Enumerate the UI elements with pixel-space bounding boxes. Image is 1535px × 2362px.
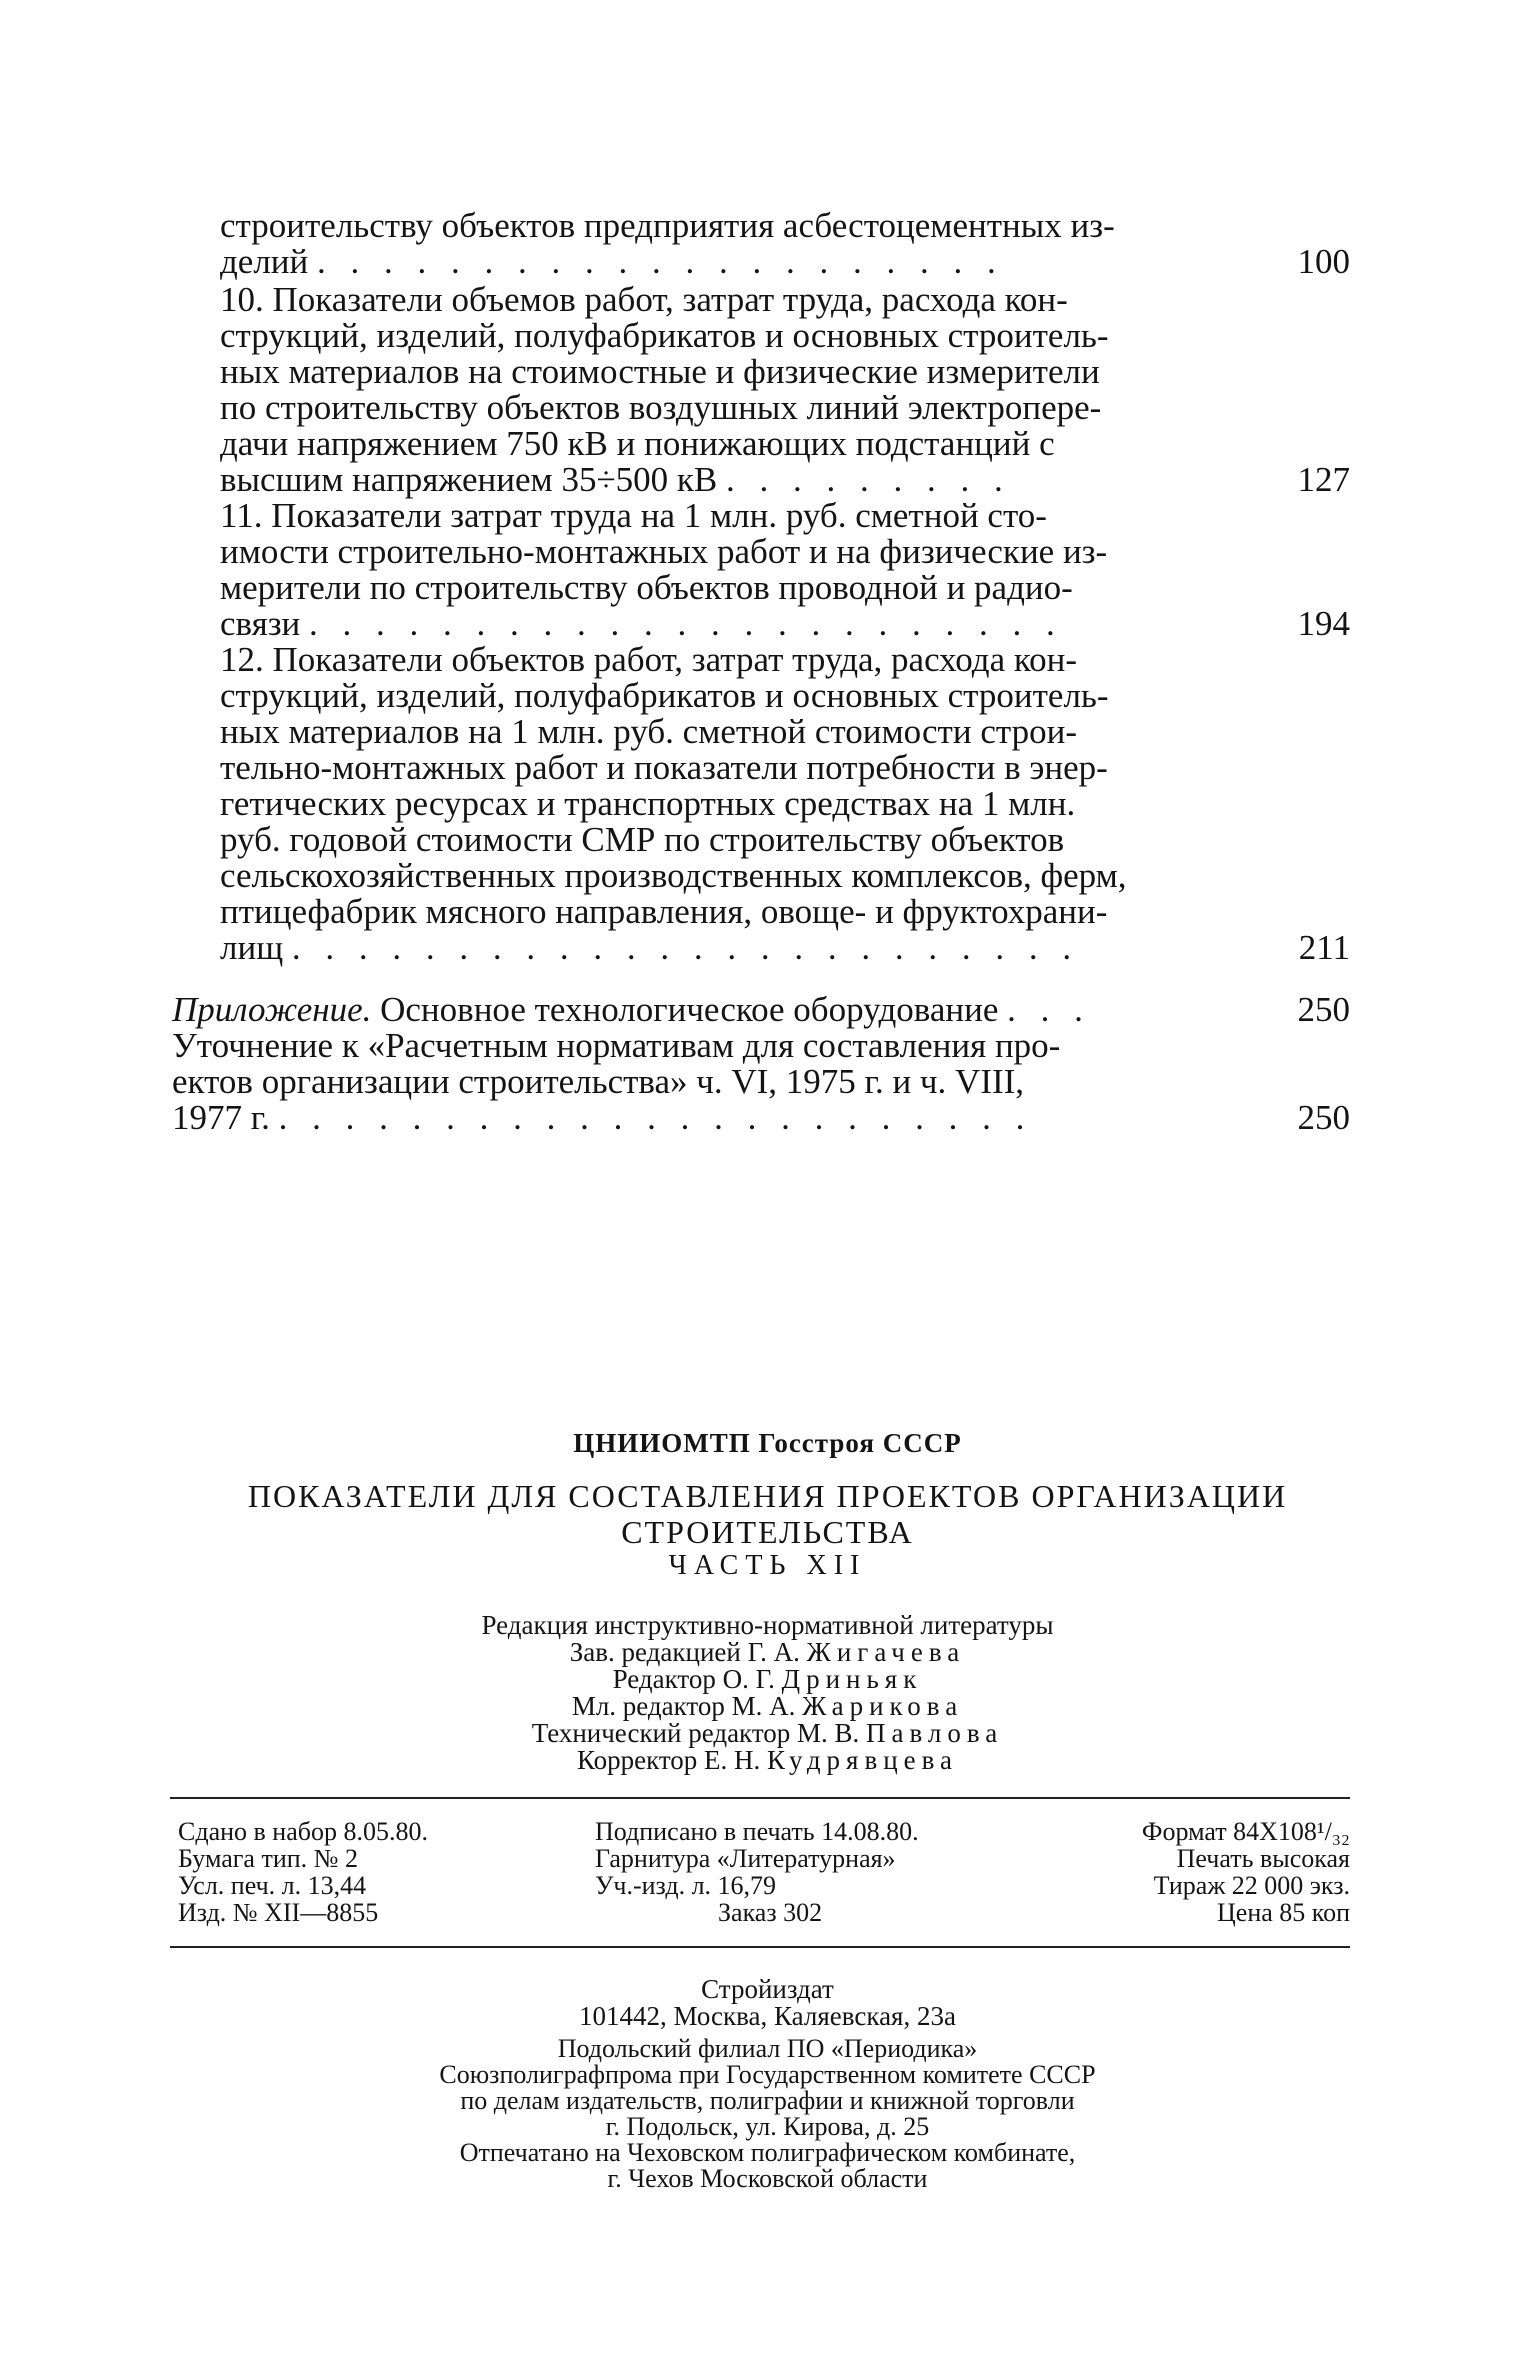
toc-entry-text: [220, 282, 1230, 498]
toc-line: 12. Показатели объектов работ, затрат труда, расхода кон-: [220, 640, 1078, 679]
printer-line: по делам издательств, полиграфии и книжной торговли: [460, 2086, 1075, 2115]
publisher-block: [0, 1976, 1535, 2030]
toc-line: строительству объектов предприятия асбестоцементных из-: [220, 206, 1115, 245]
leader-dots: . . . . . . . . . . . . . . . . . . . . . . .: [309, 604, 1063, 643]
imprint-block: [178, 1818, 1350, 1926]
staff-line: Мл. редактор М. А. Жарикова: [571, 1691, 964, 1721]
printer-block: [0, 2036, 1535, 2192]
book-title-line-1: ПОКАЗАТЕЛИ ДЛЯ СОСТАВЛЕНИЯ ПРОЕКТОВ ОРГАНИЗАЦИИ: [247, 1478, 1288, 1514]
table-of-contents: [172, 206, 1350, 1137]
toc-line: струкций, изделий, полуфабрикатов и основных строитель-: [220, 676, 1109, 715]
toc-entry-10: [220, 282, 1350, 498]
toc-last-line: связи . . . . . . . . . . . . . . . . . . . . . . .: [220, 604, 1063, 643]
toc-page-number: 250: [1297, 1098, 1350, 1137]
toc-line: струкций, изделий, полуфабрикатов и основных строитель-: [220, 316, 1109, 355]
staff-line: Технический редактор М. В. Павлова: [531, 1718, 1004, 1748]
appendix-label: Приложение.: [172, 990, 372, 1029]
printer-line: Отпечатано на Чеховском полиграфическом комбинате,: [459, 2138, 1076, 2167]
toc-entry-text: [172, 992, 1230, 1028]
toc-appendix-block: [172, 990, 1350, 1137]
toc-line: птицефабрик мясного направления, овоще- и фруктохрани-: [220, 892, 1108, 931]
toc-page-number: 127: [1297, 460, 1350, 499]
editorial-staff: [0, 1612, 1535, 1774]
staff-line: Корректор Е. Н. Кудрявцева: [576, 1745, 959, 1775]
staff-line: Редакция инструктивно-нормативной литературы: [481, 1610, 1054, 1640]
book-part: ЧАСТЬ XII: [668, 1550, 867, 1581]
toc-appendix-entry: [172, 990, 1350, 1029]
imprint-row: Бумага тип. № 2 Гарнитура «Литературная» Печать высокая: [178, 1844, 1350, 1873]
leader-dots: . . . . . . . . . . . . . . . . . . . . .: [317, 242, 1004, 281]
toc-entry-text: [220, 208, 1230, 280]
printer-line: г. Подольск, ул. Кирова, д. 25: [605, 2112, 930, 2141]
imprint-row: Усл. печ. л. 13,44 Уч.-изд. л. 16,79 Тираж 22 000 экз.: [178, 1871, 1350, 1900]
toc-page-number: 211: [1298, 928, 1350, 967]
printer-line: Подольский филиал ПО «Периодика»: [557, 2034, 978, 2063]
toc-last-line: 1977 г. . . . . . . . . . . . . . . . . . . . . . . .: [172, 1098, 1033, 1137]
printer-line: Союзполиграфпрома при Государственном комитете СССР: [439, 2060, 1096, 2089]
toc-line: руб. годовой стоимости СМР по строительству объектов: [220, 820, 1065, 859]
toc-line: ных материалов на 1 млн. руб. сметной стоимости строи-: [220, 712, 1077, 751]
imprint-row: Изд. № XII—8855 Заказ 302 Цена 85 коп: [178, 1898, 1350, 1927]
toc-last-line: делий . . . . . . . . . . . . . . . . . . . . .: [220, 242, 1004, 281]
leader-dots: . . . . . . . . . . . . . . . . . . . . . . . .: [291, 928, 1080, 967]
divider-bottom: [170, 1946, 1350, 1948]
book-title-line-2: СТРОИТЕЛЬСТВА: [621, 1514, 914, 1550]
toc-line: дачи напряжением 750 кВ и понижающих подстанций с: [220, 424, 1055, 463]
toc-line: 10. Показатели объемов работ, затрат труда, расхода кон-: [220, 280, 1068, 319]
toc-line: 11. Показатели затрат труда на 1 млн. руб. сметной сто-: [220, 496, 1047, 535]
toc-entry-12: [220, 642, 1350, 966]
toc-line: Уточнение к «Расчетным нормативам для составления про-: [172, 1026, 1061, 1065]
leader-dots: . . . . . . . . .: [726, 460, 1011, 499]
toc-page-number: 250: [1297, 990, 1350, 1029]
toc-page-number: 100: [1297, 242, 1350, 281]
toc-last-line: лищ . . . . . . . . . . . . . . . . . . . . . . . .: [220, 928, 1080, 967]
toc-correction-entry: [172, 1026, 1350, 1137]
organization-name: ЦНИИОМТП Госстроя СССР: [573, 1428, 962, 1458]
imprint-row: Сдано в набор 8.05.80. Подписано в печать 14.08.80. Формат 84X108¹/₃₂: [178, 1817, 1350, 1846]
printer-line: г. Чехов Московской области: [607, 2164, 928, 2193]
staff-line: Редактор О. Г. Дриньяк: [612, 1664, 923, 1694]
appendix-text: Основное технологическое оборудование: [380, 990, 999, 1029]
toc-entry-text: [220, 642, 1230, 966]
staff-line: Зав. редакцией Г. А. Жигачева: [569, 1637, 966, 1667]
toc-entry-text: [220, 498, 1230, 642]
toc-line: ектов организации строительства» ч. VI, 1975 г. и ч. VIII,: [172, 1062, 1025, 1101]
leader-dots: . . . . . . . . . . . . . . . . . . . . . . .: [278, 1098, 1033, 1137]
toc-page-number: 194: [1297, 604, 1350, 643]
toc-line: тельно-монтажных работ и показатели потребности в энер-: [220, 748, 1108, 787]
toc-line: гетических ресурсах и транспортных средствах на 1 млн.: [220, 784, 1076, 823]
toc-line: ных материалов на стоимостные и физические измерители: [220, 352, 1100, 391]
toc-line: сельскохозяйственных производственных комплексов, ферм,: [220, 856, 1127, 895]
toc-line: по строительству объектов воздушных линий электропере-: [220, 388, 1102, 427]
toc-entry-text: [172, 1028, 1230, 1136]
toc-line: имости строительно-монтажных работ и на физические из-: [220, 532, 1108, 571]
toc-last-line: высшим напряжением 35÷500 кВ . . . . . . . . .: [220, 460, 1011, 499]
publisher-address: 101442, Москва, Каляевская, 23а: [579, 2001, 956, 2031]
toc-entry-9-continuation: [220, 208, 1350, 280]
divider-top: [170, 1797, 1350, 1799]
toc-entry-11: [220, 498, 1350, 642]
toc-line: мерители по строительству объектов проводной и радио-: [220, 568, 1073, 607]
publisher-name: Стройиздат: [701, 1974, 834, 2004]
leader-dots: . . .: [1007, 990, 1091, 1029]
